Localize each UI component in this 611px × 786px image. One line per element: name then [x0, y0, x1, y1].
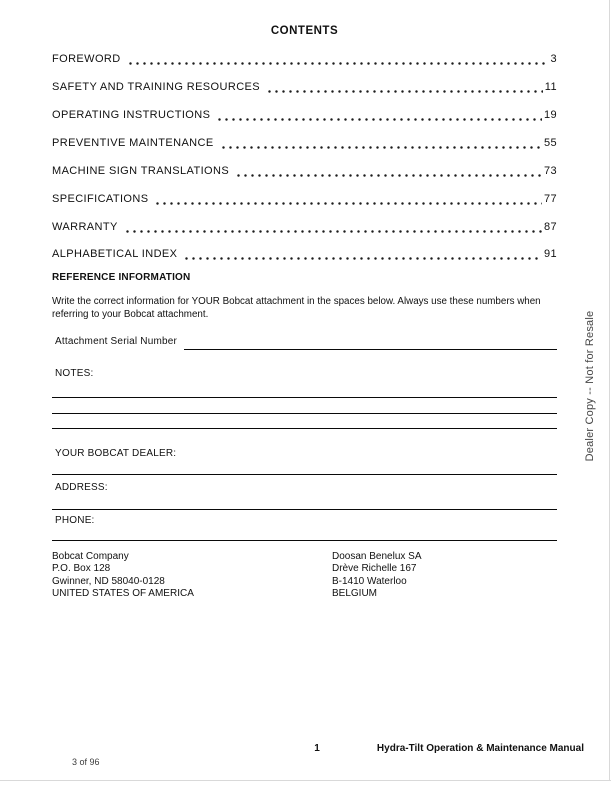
- toc-entry-page: 91: [543, 248, 557, 260]
- serial-number-label: Attachment Serial Number: [55, 336, 178, 347]
- address-line: B-1410 Waterloo: [332, 575, 407, 587]
- notes-label: NOTES:: [55, 368, 94, 379]
- address-line: Bobcat Company: [52, 551, 129, 562]
- address-blank-line: [52, 509, 557, 510]
- footer-page-number: 1: [314, 743, 320, 754]
- dot-leader: [126, 221, 542, 234]
- toc-entry-page: 77: [543, 193, 557, 205]
- dealer-blank-line: [52, 474, 557, 475]
- reference-information-heading: REFERENCE INFORMATION: [52, 272, 191, 283]
- dealer-label: YOUR BOBCAT DEALER:: [55, 448, 177, 459]
- serial-number-blank-line: [184, 349, 557, 350]
- toc-entry-page: 19: [543, 109, 557, 121]
- address-label: ADDRESS:: [55, 482, 108, 493]
- toc-entry-page: 73: [543, 165, 557, 177]
- toc-entry-label: ALPHABETICAL INDEX: [52, 248, 178, 260]
- toc-entry: [52, 53, 557, 66]
- toc-entry-page: 11: [544, 81, 557, 93]
- toc-entry-label: FOREWORD: [52, 53, 121, 65]
- notes-blank-line-1: [52, 397, 557, 398]
- phone-blank-line: [52, 540, 557, 541]
- address-line: Doosan Benelux SA: [332, 551, 422, 562]
- toc-entry-label: WARRANTY: [52, 221, 118, 233]
- address-line: Gwinner, ND 58040-0128: [52, 575, 165, 587]
- address-line: Drève Richelle 167: [332, 563, 417, 575]
- company-address-us: [52, 551, 194, 601]
- page-edge-right: [609, 0, 610, 781]
- toc-entry: [52, 165, 557, 178]
- address-line: UNITED STATES OF AMERICA: [52, 588, 194, 600]
- toc-entry-label: MACHINE SIGN TRANSLATIONS: [52, 165, 230, 177]
- toc-entry-label: OPERATING INSTRUCTIONS: [52, 109, 211, 121]
- toc-entry-page: 3: [550, 53, 557, 65]
- footer-manual-title: Hydra-Tilt Operation & Maintenance Manual: [376, 743, 584, 754]
- company-address-eu: [332, 551, 422, 601]
- reference-intro-line1: Write the correct information for YOUR Bobcat attachment in the spaces below. Always use these numbers when: [52, 296, 541, 307]
- reference-intro-line2: referring to your Bobcat attachment.: [52, 309, 209, 320]
- toc-entry: [52, 81, 557, 94]
- toc-entry-page: 55: [543, 137, 557, 149]
- toc-entry-page: 87: [543, 221, 557, 233]
- page-title: CONTENTS: [270, 25, 339, 37]
- toc-entry: [52, 221, 557, 234]
- address-line: P.O. Box 128: [52, 563, 111, 575]
- dot-leader: [218, 109, 542, 122]
- toc-entry: [52, 137, 557, 150]
- notes-blank-line-2: [52, 413, 557, 414]
- dot-leader: [222, 137, 542, 150]
- dot-leader: [268, 81, 543, 94]
- dealer-copy-watermark: Dealer Copy -- Not for Resale: [584, 310, 596, 462]
- toc-entry: [52, 109, 557, 122]
- toc-entry-label: SAFETY AND TRAINING RESOURCES: [52, 81, 261, 93]
- notes-blank-line-3: [52, 428, 557, 429]
- toc-entry: [52, 248, 557, 261]
- dot-leader: [237, 165, 542, 178]
- reference-intro-paragraph: [52, 295, 572, 321]
- dot-leader: [156, 193, 541, 206]
- dot-leader: [185, 248, 542, 261]
- toc-entry-label: PREVENTIVE MAINTENANCE: [52, 137, 214, 149]
- toc-entry: [52, 193, 557, 206]
- toc-entry-label: SPECIFICATIONS: [52, 193, 149, 205]
- address-line: BELGIUM: [332, 588, 378, 600]
- dot-leader: [129, 53, 549, 66]
- phone-label: PHONE:: [55, 515, 95, 526]
- viewer-page-indicator: 3 of 96: [72, 757, 100, 767]
- page-edge-bottom: [0, 780, 611, 781]
